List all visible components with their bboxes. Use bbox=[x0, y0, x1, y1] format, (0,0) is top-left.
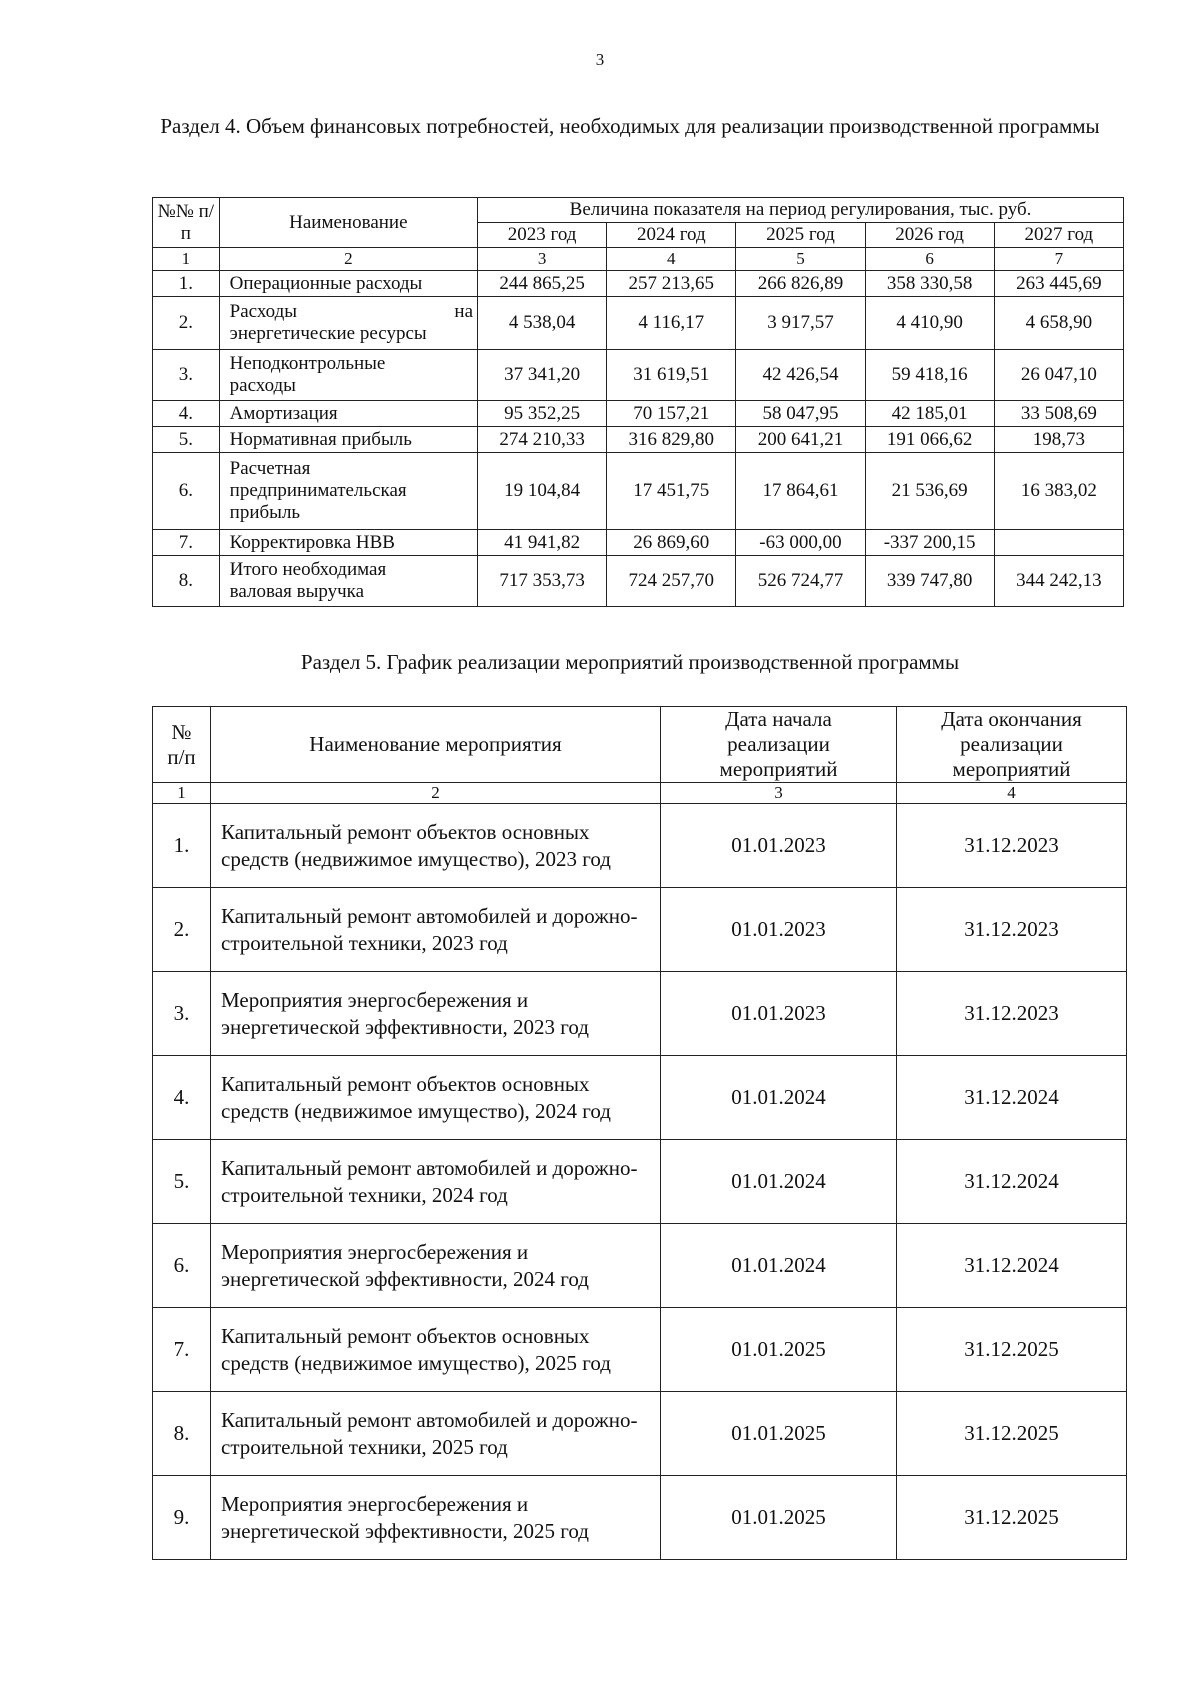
table-row bbox=[153, 972, 1127, 1056]
row-value: 58 047,95 bbox=[736, 401, 865, 427]
row-name: Капитальный ремонт автомобилей и дорожно-строительной техники, 2024 год bbox=[211, 1140, 661, 1224]
header-name: Наименование мероприятия bbox=[211, 707, 661, 783]
row-start-date: 01.01.2023 bbox=[661, 804, 897, 888]
section4-title: Раздел 4. Объем финансовых потребностей, необходимых для реализации производственной программы bbox=[160, 114, 1100, 138]
row-num: 3. bbox=[153, 972, 211, 1056]
column-index: 4 bbox=[897, 783, 1127, 804]
row-num: 4. bbox=[153, 1056, 211, 1140]
column-index: 3 bbox=[478, 248, 607, 271]
column-index: 6 bbox=[865, 248, 994, 271]
row-value: 21 536,69 bbox=[865, 453, 994, 530]
table-row bbox=[153, 1224, 1127, 1308]
row-num: 7. bbox=[153, 1308, 211, 1392]
row-start-date: 01.01.2024 bbox=[661, 1140, 897, 1224]
row-value: 3 917,57 bbox=[736, 297, 865, 350]
row-end-date: 31.12.2024 bbox=[897, 1224, 1127, 1308]
header-end: Дата окончания реализации мероприятий bbox=[897, 707, 1127, 783]
header-period: Величина показателя на период регулирования, тыс. руб. bbox=[478, 198, 1124, 223]
row-value: 4 538,04 bbox=[478, 297, 607, 350]
row-end-date: 31.12.2024 bbox=[897, 1056, 1127, 1140]
row-name bbox=[219, 297, 477, 350]
row-name: Амортизация bbox=[219, 401, 477, 427]
table-row bbox=[153, 271, 1124, 297]
row-value: 17 451,75 bbox=[607, 453, 736, 530]
table-row bbox=[153, 804, 1127, 888]
header-num: № п/п bbox=[153, 707, 211, 783]
row-end-date: 31.12.2025 bbox=[897, 1476, 1127, 1560]
row-start-date: 01.01.2025 bbox=[661, 1476, 897, 1560]
row-value: 33 508,69 bbox=[994, 401, 1123, 427]
row-name: Нормативная прибыль bbox=[219, 427, 477, 453]
row-name: Капитальный ремонт автомобилей и дорожно-строительной техники, 2025 год bbox=[211, 1392, 661, 1476]
table-row bbox=[153, 1392, 1127, 1476]
row-value: -337 200,15 bbox=[865, 530, 994, 556]
row-value: 26 869,60 bbox=[607, 530, 736, 556]
row-name: Операционные расходы bbox=[219, 271, 477, 297]
row-value: 263 445,69 bbox=[994, 271, 1123, 297]
column-index: 5 bbox=[736, 248, 865, 271]
row-value: 339 747,80 bbox=[865, 556, 994, 607]
row-num: 4. bbox=[153, 401, 220, 427]
row-num: 2. bbox=[153, 297, 220, 350]
table-row bbox=[153, 888, 1127, 972]
column-index-row bbox=[153, 248, 1124, 271]
row-value: 274 210,33 bbox=[478, 427, 607, 453]
row-start-date: 01.01.2023 bbox=[661, 972, 897, 1056]
row-value: 198,73 bbox=[994, 427, 1123, 453]
table-row bbox=[153, 297, 1124, 350]
table-row bbox=[153, 1476, 1127, 1560]
row-name-part: Расходы bbox=[229, 301, 298, 322]
row-end-date: 31.12.2025 bbox=[897, 1392, 1127, 1476]
row-name: Капитальный ремонт объектов основных средств (недвижимое имущество), 2025 год bbox=[211, 1308, 661, 1392]
row-value: 37 341,20 bbox=[478, 350, 607, 401]
header-year: 2024 год bbox=[607, 223, 736, 248]
row-num: 3. bbox=[153, 350, 220, 401]
table-row bbox=[153, 350, 1124, 401]
row-name: Корректировка НВВ bbox=[219, 530, 477, 556]
row-num: 6. bbox=[153, 453, 220, 530]
row-end-date: 31.12.2023 bbox=[897, 804, 1127, 888]
table-row bbox=[153, 401, 1124, 427]
row-num: 5. bbox=[153, 1140, 211, 1224]
row-value: 4 658,90 bbox=[994, 297, 1123, 350]
row-value: 4 116,17 bbox=[607, 297, 736, 350]
row-name: Капитальный ремонт автомобилей и дорожно-строительной техники, 2023 год bbox=[211, 888, 661, 972]
row-value: 31 619,51 bbox=[607, 350, 736, 401]
header-year: 2027 год bbox=[994, 223, 1123, 248]
row-end-date: 31.12.2023 bbox=[897, 888, 1127, 972]
row-end-date: 31.12.2025 bbox=[897, 1308, 1127, 1392]
row-name: Мероприятия энергосбережения и энергетической эффективности, 2025 год bbox=[211, 1476, 661, 1560]
column-index: 3 bbox=[661, 783, 897, 804]
row-value: 526 724,77 bbox=[736, 556, 865, 607]
row-num: 1. bbox=[153, 804, 211, 888]
row-start-date: 01.01.2024 bbox=[661, 1224, 897, 1308]
row-name: Мероприятия энергосбережения и энергетической эффективности, 2023 год bbox=[211, 972, 661, 1056]
row-num: 7. bbox=[153, 530, 220, 556]
row-value: 4 410,90 bbox=[865, 297, 994, 350]
page-number: 3 bbox=[595, 50, 605, 69]
header-num: №№ п/п bbox=[153, 198, 220, 248]
header-name: Наименование bbox=[219, 198, 477, 248]
row-end-date: 31.12.2023 bbox=[897, 972, 1127, 1056]
schedule-table bbox=[152, 706, 1127, 1560]
row-num: 8. bbox=[153, 556, 220, 607]
row-name: Расчетная предпринимательская прибыль bbox=[219, 453, 477, 530]
column-index: 1 bbox=[153, 783, 211, 804]
row-start-date: 01.01.2025 bbox=[661, 1392, 897, 1476]
row-value: 266 826,89 bbox=[736, 271, 865, 297]
row-num: 1. bbox=[153, 271, 220, 297]
row-name: Неподконтрольные расходы bbox=[219, 350, 477, 401]
row-num: 8. bbox=[153, 1392, 211, 1476]
row-name: Капитальный ремонт объектов основных средств (недвижимое имущество), 2023 год bbox=[211, 804, 661, 888]
row-value: 344 242,13 bbox=[994, 556, 1123, 607]
table-row bbox=[153, 1140, 1127, 1224]
header-start: Дата начала реализации мероприятий bbox=[661, 707, 897, 783]
column-index: 1 bbox=[153, 248, 220, 271]
row-value: 70 157,21 bbox=[607, 401, 736, 427]
financial-needs-table bbox=[152, 197, 1124, 607]
row-value: 95 352,25 bbox=[478, 401, 607, 427]
column-index: 4 bbox=[607, 248, 736, 271]
row-num: 6. bbox=[153, 1224, 211, 1308]
column-index: 2 bbox=[211, 783, 661, 804]
table-row bbox=[153, 530, 1124, 556]
row-name: Капитальный ремонт объектов основных средств (недвижимое имущество), 2024 год bbox=[211, 1056, 661, 1140]
row-value: 17 864,61 bbox=[736, 453, 865, 530]
row-name-part: на bbox=[454, 301, 474, 322]
header-year: 2026 год bbox=[865, 223, 994, 248]
row-value bbox=[994, 530, 1123, 556]
row-value: 26 047,10 bbox=[994, 350, 1123, 401]
row-start-date: 01.01.2025 bbox=[661, 1308, 897, 1392]
row-value: 200 641,21 bbox=[736, 427, 865, 453]
row-value: 316 829,80 bbox=[607, 427, 736, 453]
row-value: 717 353,73 bbox=[478, 556, 607, 607]
section5-title: Раздел 5. График реализации мероприятий производственной программы bbox=[300, 650, 960, 674]
row-value: 257 213,65 bbox=[607, 271, 736, 297]
row-value: -63 000,00 bbox=[736, 530, 865, 556]
row-name: Итого необходимая валовая выручка bbox=[219, 556, 477, 607]
row-start-date: 01.01.2024 bbox=[661, 1056, 897, 1140]
table-row bbox=[153, 427, 1124, 453]
table-row bbox=[153, 453, 1124, 530]
row-num: 5. bbox=[153, 427, 220, 453]
table-row bbox=[153, 1056, 1127, 1140]
row-num: 2. bbox=[153, 888, 211, 972]
row-value: 59 418,16 bbox=[865, 350, 994, 401]
column-index: 2 bbox=[219, 248, 477, 271]
column-index: 7 bbox=[994, 248, 1123, 271]
header-year: 2025 год bbox=[736, 223, 865, 248]
row-name: Мероприятия энергосбережения и энергетической эффективности, 2024 год bbox=[211, 1224, 661, 1308]
row-value: 358 330,58 bbox=[865, 271, 994, 297]
row-value: 42 185,01 bbox=[865, 401, 994, 427]
column-index-row bbox=[153, 783, 1127, 804]
row-value: 244 865,25 bbox=[478, 271, 607, 297]
row-num: 9. bbox=[153, 1476, 211, 1560]
row-value: 42 426,54 bbox=[736, 350, 865, 401]
header-year: 2023 год bbox=[478, 223, 607, 248]
row-value: 191 066,62 bbox=[865, 427, 994, 453]
table-row bbox=[153, 556, 1124, 607]
row-value: 16 383,02 bbox=[994, 453, 1123, 530]
row-end-date: 31.12.2024 bbox=[897, 1140, 1127, 1224]
table-row bbox=[153, 1308, 1127, 1392]
row-value: 724 257,70 bbox=[607, 556, 736, 607]
row-value: 41 941,82 bbox=[478, 530, 607, 556]
row-start-date: 01.01.2023 bbox=[661, 888, 897, 972]
row-value: 19 104,84 bbox=[478, 453, 607, 530]
header-row bbox=[153, 707, 1127, 783]
row-name-part: энергетические ресурсы bbox=[229, 323, 427, 344]
header-row bbox=[153, 198, 1124, 223]
